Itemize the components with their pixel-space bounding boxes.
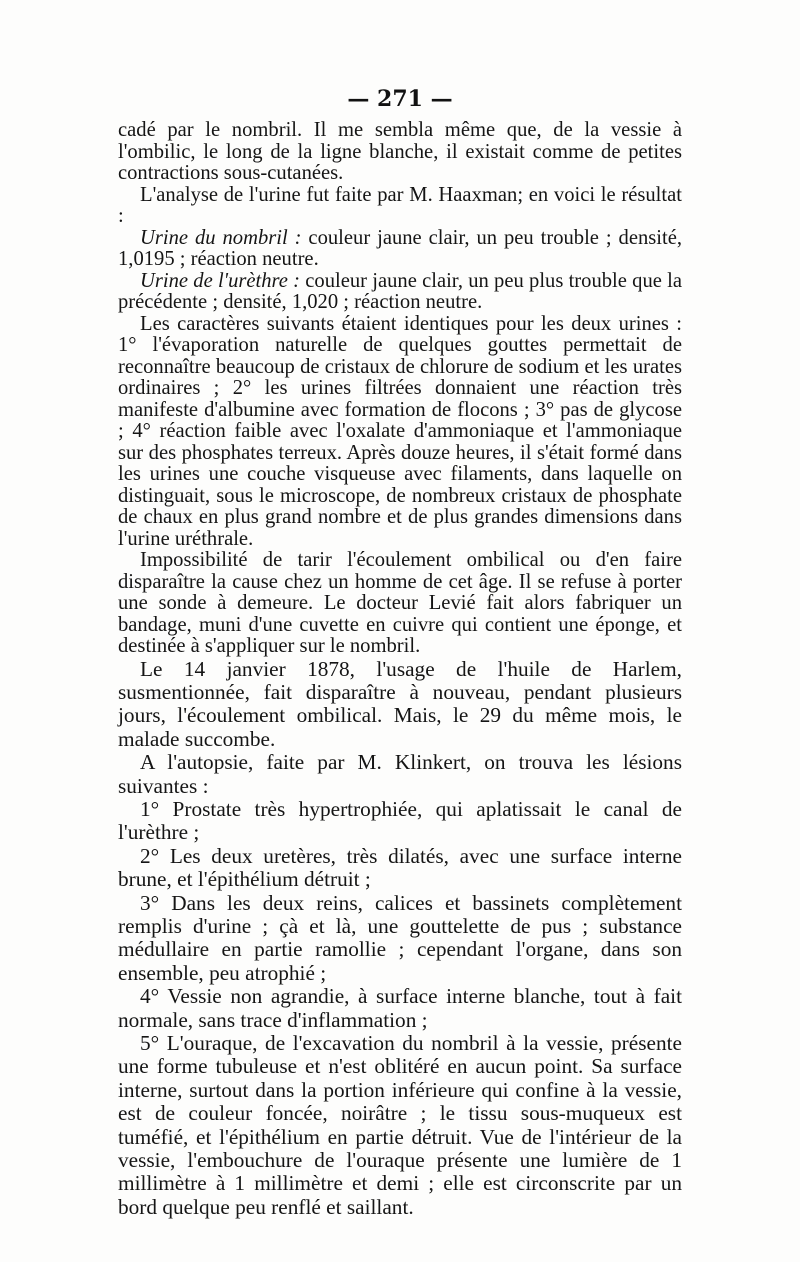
paragraph: cadé par le nombril. Il me sembla même que, de la vessie à l'ombilic, le long de la ligne blanche, il existait comme de petites contractions sous-cutanées. xyxy=(118,119,682,184)
paragraph: 3° Dans les deux reins, calices et bassinets complètement remplis d'urine ; çà et là, une gouttelette de pus ; substance médullaire en partie ramollie ; cependant l'organe, dans son ensemble, peu atrophié ; xyxy=(118,890,682,985)
paragraph: A l'autopsie, faite par M. Klinkert, on trouva les lésions suivantes : xyxy=(118,750,682,798)
paragraph: Les caractères suivants étaient identiques pour les deux urines : 1° l'évaporation naturelle de quelques gouttes permettait de reconnaître beaucoup de cristaux de chlorure de sodium et les urates ordinaires ; 2° les urines filtrées donnaient une réaction très manifeste d'albumine avec formation de flocons ; 3° pas de glycose ; 4° réaction faible avec l'oxalate d'ammoniaque et l'ammoniaque sur des phosphates terreux. Après douze heures, il s'était formé dans les urines une couche visqueuse avec filaments, dans laquelle on distinguait, sous le microscope, de nombreux cristaux de phosphate de chaux en plus grand nombre et de plus grandes dimensions dans l'urine uréthrale. xyxy=(118,312,682,550)
paragraph: 1° Prostate très hypertrophiée, qui aplatissait le canal de l'urèthre ; xyxy=(118,796,682,845)
paragraph xyxy=(118,271,682,314)
paragraph-body: couleur jaune clair, un peu plus trouble que la précédente ; densité, 1,020 ; réaction neutre. xyxy=(118,269,682,313)
paragraph: 5° L'ouraque, de l'excavation du nombril à la vessie, présente une forme tubuleuse et n'est oblitéré en aucun point. Sa surface interne, surtout dans la portion inférieure qui confine à la vessie, est de couleur foncée, noirâtre ; le tissu sous-muqueux est tuméfié, et l'épithélium en partie détruit. Vue de l'intérieur de la vessie, l'embouchure de l'ouraque présente une lumière de 1 millimètre à 1 millimètre et demi ; elle est circonscrite par un bord quelque peu renflé et saillant. xyxy=(118,1031,682,1219)
paragraph-lead: Urine du nombril : xyxy=(140,226,302,249)
paragraph xyxy=(118,228,682,271)
paragraph: Impossibilité de tarir l'écoulement ombilical ou d'en faire disparaître la cause chez un homme de cet âge. Il se refuse à porter une sonde à demeure. Le docteur Levié fait alors fabriquer un bandage, muni d'une cuvette en cuivre qui contient une éponge, et destinée à s'appliquer sur le nombril. xyxy=(118,549,682,657)
paragraph: Le 14 janvier 1878, l'usage de l'huile de Harlem, susmentionnée, fait disparaître à nouveau, pendant plusieurs jours, l'écoulement ombilical. Mais, le 29 du même mois, le malade succombe. xyxy=(118,656,682,751)
paragraph-body: couleur jaune clair, un peu trouble ; densité, 1,0195 ; réaction neutre. xyxy=(118,226,682,270)
paragraph: 2° Les deux uretères, très dilatés, avec une surface interne brune, et l'épithélium détruit ; xyxy=(118,843,682,892)
paragraph-lead: Urine de l'urèthre : xyxy=(140,269,301,292)
body-text xyxy=(118,120,682,1219)
paragraph: L'analyse de l'urine fut faite par M. Haaxman; en voici le résultat : xyxy=(118,183,682,227)
page-number: — 271 — xyxy=(347,86,453,112)
paragraph: 4° Vessie non agrandie, à surface interne blanche, tout à fait normale, sans trace d'inflammation ; xyxy=(118,984,682,1032)
